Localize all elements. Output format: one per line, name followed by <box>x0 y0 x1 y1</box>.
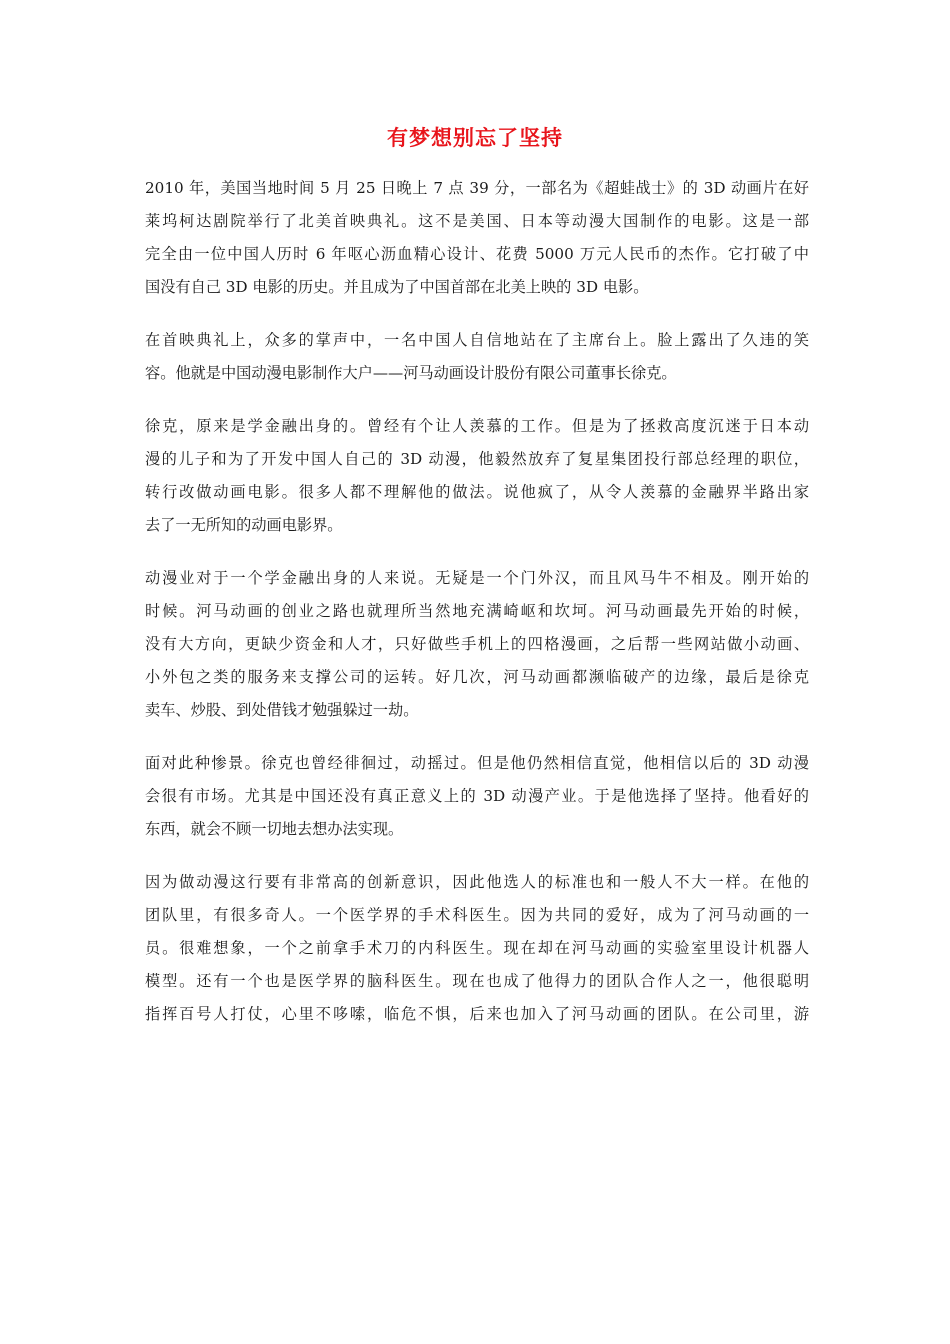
text-line: 模型。还有一个也是医学界的脑科医生。现在也成了他得力的团队合作人之一，他很聪明 <box>145 972 809 990</box>
text-line: 团队里，有很多奇人。一个医学界的手术科医生。因为共同的爱好，成为了河马动画的一 <box>145 906 809 924</box>
text-line: 没有大方向，更缺少资金和人才，只好做些手机上的四格漫画，之后帮一些网站做小动画、 <box>145 635 809 653</box>
text-line: 去了一无所知的动画电影界。 <box>145 516 343 534</box>
paragraph-6 <box>145 866 809 1031</box>
text-line: 国没有自己 3D 电影的历史。并且成为了中国首部在北美上映的 3D 电影。 <box>145 278 649 296</box>
paragraph-4 <box>145 562 809 727</box>
article-body <box>145 172 809 1051</box>
text-line: 指挥百号人打仗，心里不哆嗦，临危不惧，后来也加入了河马动画的团队。在公司里，游 <box>145 1005 809 1023</box>
text-line: 动漫业对于一个学金融出身的人来说。无疑是一个门外汉，而且风马牛不相及。刚开始的 <box>145 569 809 587</box>
text-line: 小外包之类的服务来支撑公司的运转。好几次，河马动画都濒临破产的边缘，最后是徐克 <box>145 668 809 686</box>
text-line: 在首映典礼上，众多的掌声中，一名中国人自信地站在了主席台上。脸上露出了久违的笑 <box>145 331 809 349</box>
text-line: 完全由一位中国人历时 6 年呕心沥血精心设计、花费 5000 万元人民币的杰作。它打破了中 <box>145 245 809 263</box>
paragraph-2 <box>145 324 809 390</box>
paragraph-1 <box>145 172 809 304</box>
text-line: 员。很难想象，一个之前拿手术刀的内科医生。现在却在河马动画的实验室里设计机器人 <box>145 939 809 957</box>
text-line: 东西，就会不顾一切地去想办法实现。 <box>145 820 404 838</box>
text-line: 莱坞柯达剧院举行了北美首映典礼。这不是美国、日本等动漫大国制作的电影。这是一部 <box>145 212 809 230</box>
text-line: 漫的儿子和为了开发中国人自己的 3D 动漫，他毅然放弃了复星集团投行部总经理的职位， <box>145 450 809 468</box>
text-line: 时候。河马动画的创业之路也就理所当然地充满崎岖和坎坷。河马动画最先开始的时候， <box>145 602 809 620</box>
text-line: 2010 年，美国当地时间 5 月 25 日晚上 7 点 39 分，一部名为《超蛙战士》的 3D 动画片在好 <box>145 179 809 197</box>
text-line: 徐克，原来是学金融出身的。曾经有个让人羡慕的工作。但是为了拯救高度沉迷于日本动 <box>145 417 809 435</box>
paragraph-5 <box>145 747 809 846</box>
text-line: 会很有市场。尤其是中国还没有真正意义上的 3D 动漫产业。于是他选择了坚持。他看好的 <box>145 787 809 805</box>
text-line: 因为做动漫这行要有非常高的创新意识，因此他选人的标准也和一般人不大一样。在他的 <box>145 873 809 891</box>
text-line: 卖车、炒股、到处借钱才勉强躲过一劫。 <box>145 701 419 719</box>
document-title: 有梦想别忘了坚持 <box>387 126 563 150</box>
text-line: 转行改做动画电影。很多人都不理解他的做法。说他疯了，从令人羡慕的金融界半路出家 <box>145 483 809 501</box>
text-line: 面对此种惨景。徐克也曾经徘徊过，动摇过。但是他仍然相信直觉，他相信以后的 3D 动漫 <box>145 754 809 772</box>
text-line: 容。他就是中国动漫电影制作大户——河马动画设计股份有限公司董事长徐克。 <box>145 364 677 382</box>
paragraph-3 <box>145 410 809 542</box>
